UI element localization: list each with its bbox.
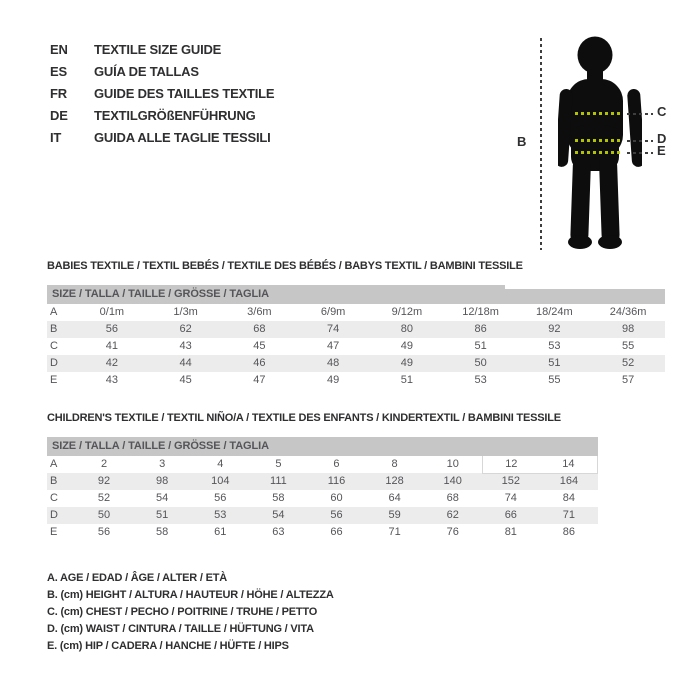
- table-cell: 52: [622, 357, 635, 369]
- hip-measure-line: [575, 151, 623, 154]
- table-cell: 86: [474, 323, 487, 335]
- table-cell: 92: [548, 323, 561, 335]
- language-code: ES: [50, 63, 67, 79]
- babies-size-header-label: SIZE / TALLA / TAILLE / GRÖSSE / TAGLIA: [52, 288, 269, 300]
- table-cell: 53: [548, 340, 561, 352]
- table-cell: 46: [253, 357, 266, 369]
- language-code: DE: [50, 107, 68, 123]
- table-row: [47, 321, 665, 338]
- legend-line: A. AGE / EDAD / ÂGE / ALTER / ETÀ: [47, 572, 228, 584]
- row-label: D: [50, 357, 58, 369]
- table-cell: 62: [446, 509, 459, 521]
- waist-measure-line: [575, 139, 623, 142]
- language-row: [50, 60, 274, 82]
- table-cell: 64: [388, 492, 401, 504]
- babies-size-table: [47, 260, 665, 389]
- table-cell: 98: [622, 323, 635, 335]
- table-cell: 2: [100, 458, 108, 470]
- table-cell: 6: [333, 458, 340, 470]
- table-cell: 1/3m: [173, 306, 198, 318]
- height-measure-label: B: [517, 134, 527, 149]
- waist-leader-line: [627, 140, 653, 142]
- table-cell: 49: [400, 340, 413, 352]
- table-cell: 62: [179, 323, 192, 335]
- language-row: [50, 38, 274, 60]
- table-cell: 55: [622, 340, 635, 352]
- language-row: [50, 82, 274, 104]
- table-cell: 4: [217, 458, 224, 470]
- table-cell: 24/36m: [609, 306, 647, 318]
- table-cell: 56: [214, 492, 227, 504]
- legend-list: [47, 570, 334, 655]
- table-cell: 58: [156, 526, 169, 538]
- row-label: A: [50, 306, 58, 318]
- chest-measure-label: C: [657, 104, 667, 119]
- language-row: [50, 104, 274, 126]
- table-cell: 92: [97, 475, 111, 487]
- table-cell: 47: [253, 374, 266, 386]
- table-cell: 44: [179, 357, 192, 369]
- table-cell: 55: [548, 374, 561, 386]
- table-cell: 116: [327, 475, 346, 487]
- table-cell: 61: [214, 526, 227, 538]
- legend-line: C. (cm) CHEST / PECHO / POITRINE / TRUHE / PETTO: [47, 606, 318, 618]
- language-title: GUÍA DE TALLAS: [94, 63, 199, 79]
- children-size-table: [47, 412, 598, 541]
- child-silhouette-icon: [558, 33, 642, 251]
- table-cell: 49: [327, 374, 340, 386]
- chest-leader-line: [627, 113, 653, 115]
- table-cell: 104: [211, 475, 230, 487]
- language-code: IT: [50, 129, 62, 145]
- table-cell: 47: [327, 340, 340, 352]
- table-cell: 56: [105, 323, 118, 335]
- table-cell: 98: [156, 475, 169, 487]
- children-rows: [47, 456, 598, 541]
- table-cell: 53: [214, 509, 227, 521]
- table-cell: 81: [504, 526, 517, 538]
- row-label: D: [50, 509, 58, 521]
- legend-line: E. (cm) HIP / CADERA / HANCHE / HÜFTE / HIPS: [47, 640, 289, 652]
- table-cell: 45: [253, 340, 266, 352]
- table-row: [47, 490, 598, 507]
- table-cell: 6/9m: [320, 306, 346, 318]
- babies-size-header: [47, 285, 665, 304]
- children-table-title: CHILDREN'S TEXTILE / TEXTIL NIÑO/A / TEXTILE DES ENFANTS / KINDERTEXTIL / BAMBINI TESSILE: [47, 412, 561, 424]
- children-size-header: [47, 437, 598, 456]
- table-cell: 8: [391, 458, 398, 470]
- babies-rows: [47, 304, 665, 389]
- language-title-list: [50, 38, 274, 148]
- table-row: [47, 372, 665, 389]
- table-cell: 51: [156, 509, 169, 521]
- language-code: FR: [50, 85, 67, 101]
- row-label: C: [50, 492, 58, 504]
- row-label: E: [50, 526, 58, 538]
- table-cell: 74: [504, 492, 517, 504]
- table-cell: 128: [385, 475, 404, 487]
- row-label: A: [50, 458, 58, 470]
- language-title: TEXTILGRÖßENFÜHRUNG: [94, 107, 256, 123]
- table-cell: 49: [400, 357, 413, 369]
- table-cell: 18/24m: [536, 306, 573, 318]
- table-row: [47, 507, 598, 524]
- table-cell: 0/1m: [99, 306, 125, 318]
- table-cell: 53: [474, 374, 487, 386]
- waist-measure-label: D: [657, 131, 667, 146]
- table-cell: 51: [400, 374, 413, 386]
- row-label: E: [50, 374, 58, 386]
- table-cell: 66: [504, 509, 517, 521]
- table-cell: 54: [272, 509, 285, 521]
- language-title: TEXTILE SIZE GUIDE: [94, 41, 222, 57]
- table-row: [47, 338, 665, 355]
- table-cell: 58: [272, 492, 285, 504]
- table-cell: 43: [105, 374, 118, 386]
- height-measure-line: [540, 38, 542, 250]
- hip-measure-label: E: [657, 143, 666, 158]
- row-label: B: [50, 475, 58, 487]
- language-title: GUIDE DES TAILLES TEXTILE: [94, 85, 275, 101]
- table-cell: 9/12m: [391, 306, 423, 318]
- table-cell: 54: [156, 492, 169, 504]
- table-cell: 74: [327, 323, 340, 335]
- table-cell: 3: [159, 458, 166, 470]
- table-row: [47, 355, 665, 372]
- table-cell: 56: [97, 526, 111, 538]
- table-cell: 5: [275, 458, 282, 470]
- language-title: GUIDA ALLE TAGLIE TESSILI: [94, 129, 271, 145]
- measurement-figure: [505, 28, 700, 263]
- table-cell: 71: [562, 509, 576, 521]
- hip-leader-line: [627, 152, 653, 154]
- row-label: C: [50, 340, 58, 352]
- table-cell: 43: [179, 340, 192, 352]
- table-cell: 52: [97, 492, 111, 504]
- table-cell: 50: [474, 357, 487, 369]
- language-row: [50, 126, 274, 148]
- table-cell: 140: [443, 475, 462, 487]
- table-cell: 68: [446, 492, 459, 504]
- table-cell: 71: [388, 526, 401, 538]
- table-cell: 152: [501, 475, 520, 487]
- table-cell: 84: [562, 492, 576, 504]
- table-cell: 68: [253, 323, 266, 335]
- table-cell: 42: [105, 357, 118, 369]
- table-cell: 3/6m: [247, 306, 272, 318]
- table-cell: 51: [548, 357, 561, 369]
- table-cell: 41: [105, 340, 118, 352]
- table-cell: 51: [474, 340, 487, 352]
- table-cell: 63: [272, 526, 285, 538]
- table-cell: 59: [388, 509, 401, 521]
- babies-table-title: BABIES TEXTILE / TEXTIL BEBÉS / TEXTILE DES BÉBÉS / BABYS TEXTIL / BAMBINI TESSILE: [47, 260, 523, 272]
- table-cell: 12/18m: [462, 306, 499, 318]
- row-label: B: [50, 323, 58, 335]
- table-cell: 10: [446, 458, 459, 470]
- table-cell: 111: [270, 475, 287, 487]
- table-cell: 80: [400, 323, 413, 335]
- header-bar-notch: [505, 285, 665, 289]
- table-row: [47, 473, 598, 490]
- chest-measure-line: [575, 112, 623, 115]
- table-cell: 56: [330, 509, 343, 521]
- legend-line: D. (cm) WAIST / CINTURA / TAILLE / HÜFTUNG / VITA: [47, 623, 314, 635]
- table-cell: 76: [446, 526, 459, 538]
- table-cell: 60: [330, 492, 343, 504]
- table-cell: 57: [622, 374, 635, 386]
- table-row: [47, 456, 598, 473]
- table-row: [47, 524, 598, 541]
- table-cell: 48: [327, 357, 340, 369]
- table-cell: 66: [330, 526, 343, 538]
- table-cell: 86: [562, 526, 576, 538]
- table-cell: 164: [559, 475, 579, 487]
- table-cell: 45: [179, 374, 192, 386]
- children-size-header-label: SIZE / TALLA / TAILLE / GRÖSSE / TAGLIA: [52, 440, 269, 452]
- legend-line: B. (cm) HEIGHT / ALTURA / HAUTEUR / HÖHE / ALTEZZA: [47, 589, 334, 601]
- table-cell: 12: [482, 456, 540, 474]
- table-row: [47, 304, 665, 321]
- language-code: EN: [50, 41, 68, 57]
- table-cell: 50: [97, 509, 111, 521]
- table-cell: 14: [540, 456, 598, 474]
